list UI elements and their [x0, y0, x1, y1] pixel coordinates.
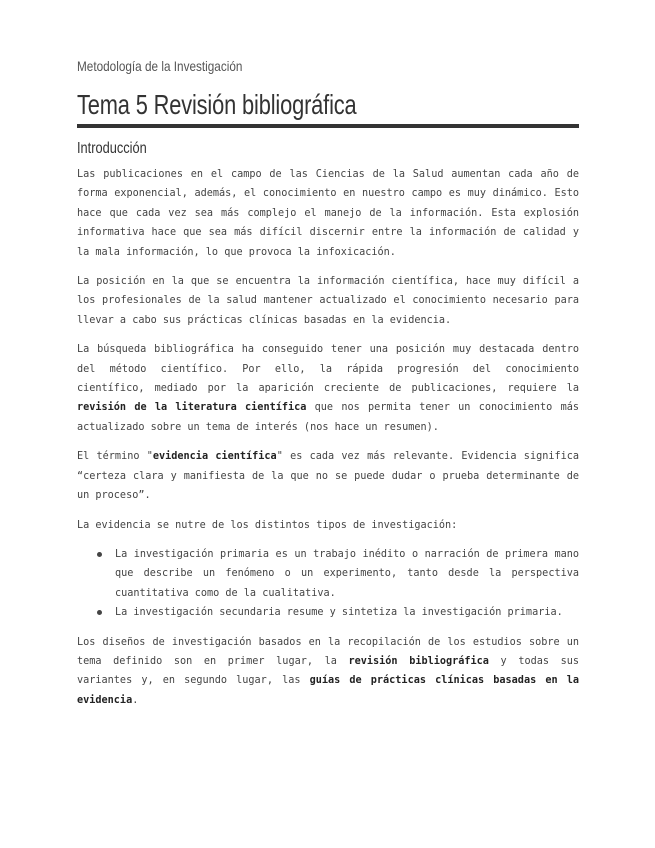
paragraph-6-bold-2: guías de prácticas clínicas basadas en la evidencia [77, 675, 579, 706]
paragraph-3-text-a: La búsqueda bibliográfica ha conseguido tener una posición muy destacada dentro del método científico. Por ello, la rápida progresión del conocimiento científico, mediado por la aparición creciente de publicaciones, requiere la [77, 344, 579, 395]
paragraph-6 [77, 633, 579, 711]
document-body [77, 165, 579, 710]
paragraph-4-bold: evidencia científica [152, 451, 277, 463]
page-title: Tema 5 Revisión bibliográfica [77, 89, 357, 120]
paragraph-6-text-b: y todas sus variantes y, en segundo lugar, las [77, 655, 580, 687]
paragraph-2: La posición en la que se encuentra la información científica, hace muy difícil a los profesionales de la salud mantener actualizado el conocimiento necesario para llevar a cabo sus prácticas clínicas basadas en la evidencia. [77, 276, 579, 326]
list-item-text: La investigación secundaria resume y sintetiza la investigación primaria. [115, 607, 563, 619]
research-types-list [77, 545, 579, 623]
paragraph-3-bold: revisión de la literatura científica [77, 402, 307, 414]
paragraph-6-text-c: . [132, 694, 139, 706]
paragraph-1: Las publicaciones en el campo de las Ciencias de la Salud aumentan cada año de forma exponencial, además, el conocimiento en nuestro campo es muy dinámico. Esto hace que cada vez sea más complejo el manejo de la información. Esta explosión informativa hace que sea más difícil discernir entre la información de calidad y la mala información, lo que provoca la infoxicación. [77, 169, 579, 258]
section-heading: Introducción [77, 140, 147, 157]
paragraph-4-text-a: El término " [77, 451, 153, 463]
title-divider [77, 124, 579, 128]
document-page [77, 52, 579, 720]
paragraph-3-text-b: que nos permita tener un conocimiento más actualizado sobre un tema de interés (nos hace un resumen). [77, 402, 579, 433]
list-item [115, 545, 579, 603]
list-item [115, 603, 579, 622]
paragraph-3 [77, 340, 579, 437]
paragraph-6-bold-1: revisión bibliográfica [348, 655, 489, 667]
bullet-icon [97, 552, 102, 557]
paragraph-4-text-b: " es cada vez más relevante. Evidencia significa “certeza clara y manifiesta de la que no se puede dudar o prueba determinante de un proceso”. [77, 451, 580, 502]
bullet-icon [97, 610, 102, 615]
paragraph-5: La evidencia se nutre de los distintos tipos de investigación: [77, 519, 458, 531]
course-name: Metodología de la Investigación [77, 58, 243, 74]
paragraph-4 [77, 447, 579, 505]
list-item-text: La investigación primaria es un trabajo inédito o narración de primera mano que describe un fenómeno o un experimento, tanto desde la perspectiva cuantitativa como de la cualitativa. [115, 548, 579, 599]
paragraph-6-text-a: Los diseños de investigación basados en la recopilación de los estudios sobre un tema definido son en primer lugar, la [77, 636, 579, 667]
